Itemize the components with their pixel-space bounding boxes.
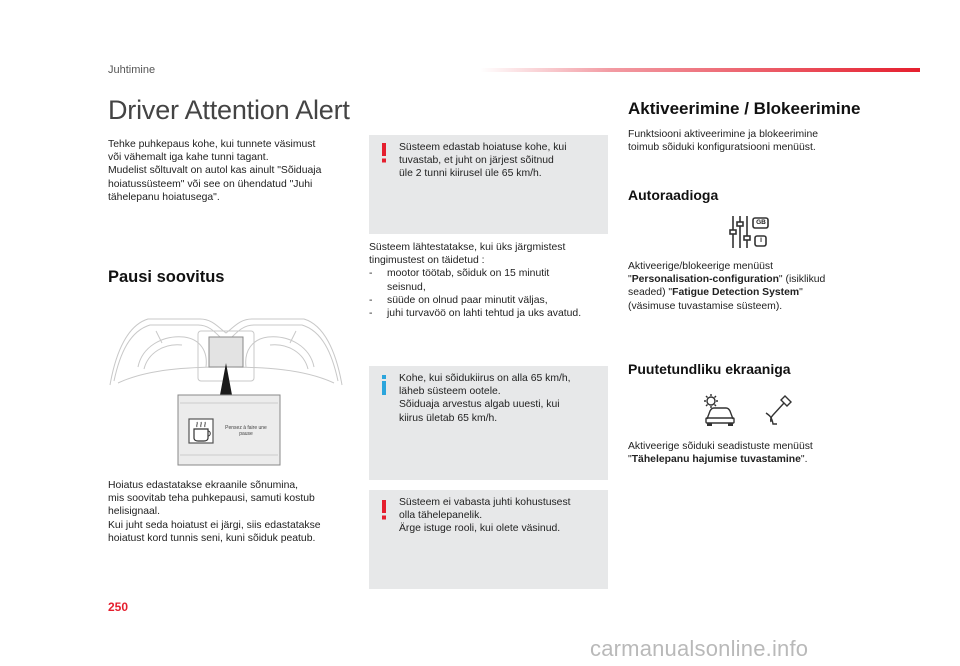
- language-badge-gb: GB: [756, 219, 766, 226]
- radio-heading: Autoraadioga: [628, 187, 719, 203]
- watermark: carmanualsonline.info: [590, 636, 809, 661]
- touchscreen-heading: Puutetundliku ekraaniga: [628, 361, 791, 377]
- reset-conditions: [369, 241, 609, 320]
- radio-instructions: Aktiveerige/blokeerige menüüst "Personalisation-configuration" (isiklikud seaded) "Fatigue Detection System" (väsimuse tuvastamise süsteem).: [628, 261, 826, 312]
- info-callout: Kohe, kui sõidukiirus on alla 65 km/h, läheb süsteem ootele. Sõiduaja arvestus algab uuesti, kui kiirus ületab 65 km/h.: [369, 366, 608, 480]
- list-item: - mootor töötab, sõiduk on 15 minutit seisnud,: [369, 268, 550, 293]
- wrench-icon: [763, 393, 795, 427]
- dashboard-drawing: [108, 311, 344, 471]
- car-settings-icon: [702, 393, 738, 427]
- screen-message: Pensez à faire une pause: [225, 425, 267, 437]
- section-label: Juhtimine: [108, 64, 156, 76]
- list-item: - süüde on olnud paar minutit väljas,: [369, 294, 548, 306]
- intro-paragraph: Tehke puhkepaus kohe, kui tunnete väsimust või vähemalt iga kahe tunni tagant. Mudelist sõltuvalt on autol kas ainult "Sõiduaja hoiatussüsteem" või see on ühendatud "Juhi tähelepanu hoiatusega".: [108, 139, 322, 203]
- instrument-cluster-illustration: [108, 311, 344, 471]
- language-badge-i: I: [760, 237, 762, 244]
- list-intro-line: tingimustest on täidetud :: [369, 255, 485, 267]
- list-item: - juhi turvavöö on lahti tehtud ja uks avatud.: [369, 308, 582, 320]
- touchscreen-instructions: Aktiveerige sõiduki seadistuste menüüst "Tähelepanu hajumise tuvastamine".: [628, 441, 813, 466]
- exclamation-icon: [381, 500, 387, 520]
- exclamation-icon: [381, 143, 387, 163]
- activation-heading: Aktiveerimine / Blokeerimine: [628, 99, 861, 118]
- info-icon: [381, 375, 387, 395]
- header-rule: [480, 68, 920, 72]
- warning-callout-2: Süsteem ei vabasta juhti kohustusest olla tähelepanelik. Ärge istuge rooli, kui olete väsinud.: [369, 490, 608, 589]
- activation-intro: Funktsiooni aktiveerimine ja blokeerimine toimub sõiduki konfiguratsiooni menüüst.: [628, 129, 819, 154]
- list-intro-line: Süsteem lähtestatakse, kui üks järgmistest: [369, 242, 566, 253]
- warning-callout-1: Süsteem edastab hoiatuse kohe, kui tuvastab, et juht on järjest sõitnud üle 2 tunni kiirusel üle 65 km/h.: [369, 135, 608, 234]
- page-number: 250: [108, 600, 129, 614]
- page-title: Driver Attention Alert: [108, 95, 350, 125]
- pause-heading: Pausi soovitus: [108, 268, 225, 286]
- warning-description: Hoiatus edastatakse ekraanile sõnumina, mis soovitab teha puhkepausi, samuti kostub helisignaal. Kui juht seda hoiatust ei järgi, siis edastatakse hoiatust kord tunnis seni, kuni sõiduk peatub.: [108, 480, 321, 544]
